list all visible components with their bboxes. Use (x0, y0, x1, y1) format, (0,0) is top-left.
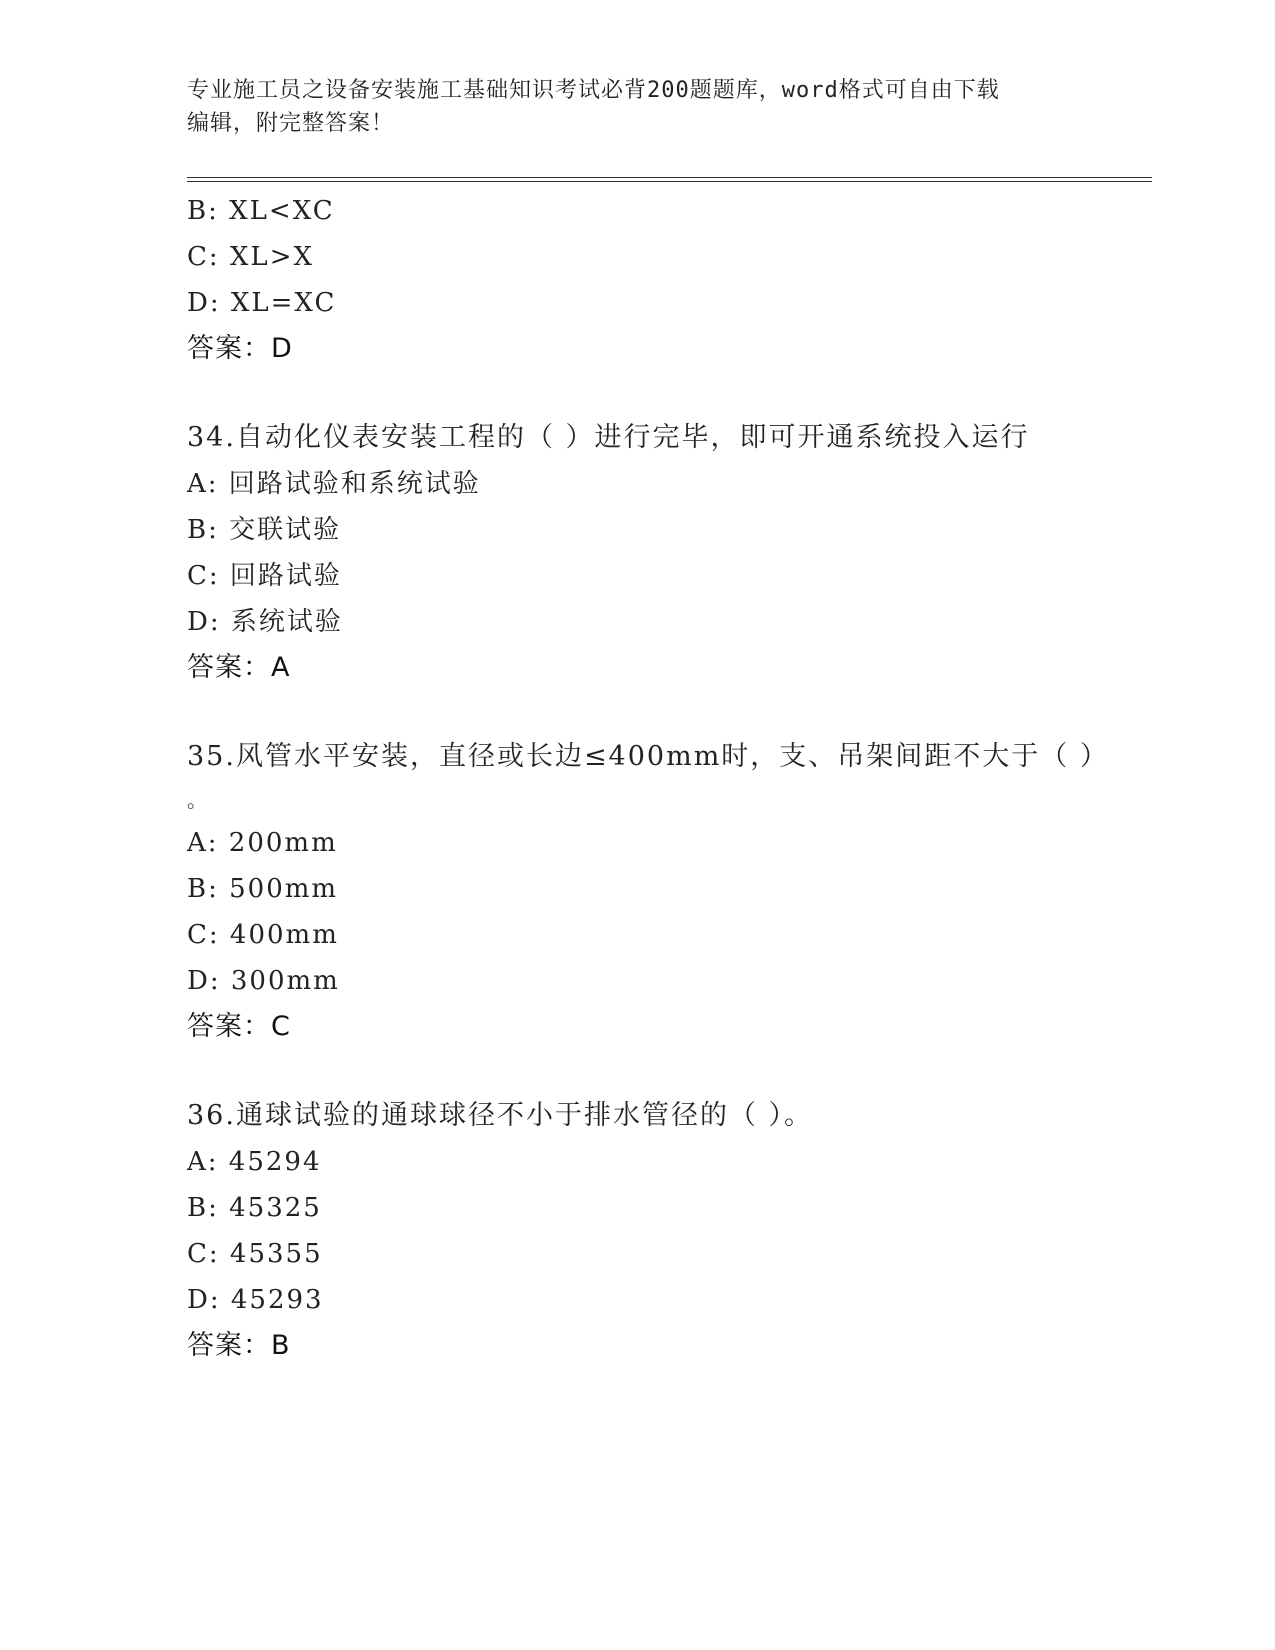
question-34 (187, 415, 1087, 691)
question-stem-continuation: 。 (187, 788, 209, 812)
question-stem: 34.自动化仪表安装工程的（ ）进行完毕，即可开通系统投入运行 (187, 422, 1030, 453)
header-divider-bottom (187, 181, 1152, 182)
spacer (187, 691, 1087, 734)
document-header (187, 74, 1067, 140)
question-stem: 35.风管水平安装，直径或长边≤400mm时，支、吊架间距不大于（ ） (187, 741, 1109, 772)
question-35 (187, 734, 1109, 1050)
question-stem: 36.通球试验的通球球径不小于排水管径的（ ）。 (187, 1100, 814, 1131)
answer: 答案：D (187, 333, 293, 364)
answer: 答案：A (187, 652, 291, 683)
option-d: D: 系统试验 (187, 607, 343, 637)
option-a: A: 45294 (187, 1147, 322, 1177)
option-a: A: 200mm (187, 828, 338, 858)
header-line-2: 编辑，附完整答案！ (187, 111, 395, 136)
option-b: B: XL<XC (187, 196, 335, 226)
option-c: C: 回路试验 (187, 561, 342, 591)
option-c: C: XL>X (187, 242, 314, 272)
answer: 答案：C (187, 1011, 291, 1042)
spacer (187, 372, 1087, 415)
option-a: A: 回路试验和系统试验 (187, 469, 481, 499)
option-d: D: 45293 (187, 1285, 324, 1315)
option-c: C: 45355 (187, 1239, 323, 1269)
option-b: B: 500mm (187, 874, 339, 904)
spacer (187, 1050, 1087, 1093)
question-content (187, 188, 1109, 1369)
question-33 (187, 188, 1087, 372)
header-line-1: 专业施工员之设备安装施工基础知识考试必背200题题库，word格式可自由下载 (187, 78, 1000, 103)
question-36 (187, 1093, 1087, 1369)
option-d: D: 300mm (187, 966, 340, 996)
header-divider-top (187, 177, 1152, 178)
option-b: B: 45325 (187, 1193, 322, 1223)
option-b: B: 交联试验 (187, 515, 342, 545)
option-d: D: XL=XC (187, 288, 337, 318)
option-c: C: 400mm (187, 920, 339, 950)
answer: 答案：B (187, 1330, 291, 1361)
